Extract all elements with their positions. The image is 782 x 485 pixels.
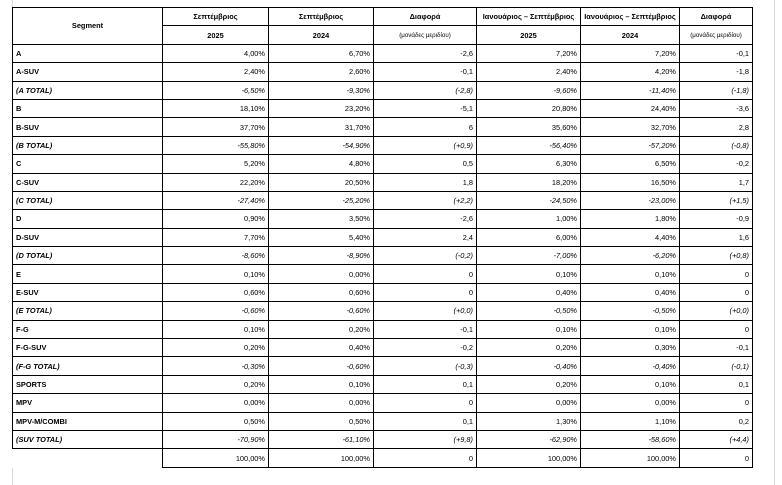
value-cell-c3[interactable]: -0,1 [374, 63, 477, 81]
value-cell-c4[interactable]: 0,40% [477, 283, 581, 301]
value-cell-c3[interactable]: 2,4 [374, 228, 477, 246]
value-cell-c5[interactable]: 0,00% [581, 394, 680, 412]
segment-cell[interactable]: SPORTS [13, 375, 163, 393]
value-cell-c2[interactable]: 3,50% [269, 210, 374, 228]
value-cell-c4[interactable]: 6,00% [477, 228, 581, 246]
value-cell-c1[interactable]: 22,20% [163, 173, 269, 191]
value-cell-c6[interactable]: -0,9 [680, 210, 753, 228]
table-row [13, 412, 753, 430]
value-cell-c6[interactable]: -0,1 [680, 44, 753, 62]
table-row [13, 339, 753, 357]
segment-cell[interactable]: F-G-SUV [13, 339, 163, 357]
value-cell-c2[interactable]: 0,10% [269, 375, 374, 393]
value-cell-c6[interactable]: (-0,1) [680, 357, 753, 375]
value-cell-c3[interactable]: 0 [374, 265, 477, 283]
value-cell-c6[interactable]: -0,2 [680, 155, 753, 173]
value-cell-c6[interactable]: 0,1 [680, 375, 753, 393]
segment-cell[interactable]: (B TOTAL) [13, 136, 163, 154]
value-cell-c3[interactable]: -2,6 [374, 210, 477, 228]
table-row [13, 210, 753, 228]
value-cell-c5[interactable]: 1,80% [581, 210, 680, 228]
value-cell-c5[interactable]: 0,10% [581, 375, 680, 393]
value-cell-c6[interactable]: -3,6 [680, 99, 753, 117]
segment-cell[interactable]: D-SUV [13, 228, 163, 246]
segment-cell[interactable]: (SUV TOTAL) [13, 430, 163, 448]
totals-c5[interactable]: 100,00% [581, 449, 680, 467]
segment-header[interactable]: Segment [13, 8, 163, 45]
value-cell-c5[interactable]: 0,40% [581, 283, 680, 301]
value-cell-c2[interactable]: 6,70% [269, 44, 374, 62]
value-cell-c1[interactable]: 37,70% [163, 118, 269, 136]
segment-cell[interactable]: MPV [13, 394, 163, 412]
value-cell-c1[interactable]: 0,00% [163, 394, 269, 412]
value-cell-c5[interactable]: -6,20% [581, 247, 680, 265]
value-cell-c4[interactable]: 0,00% [477, 394, 581, 412]
value-cell-c3[interactable]: -0,1 [374, 320, 477, 338]
value-cell-c1[interactable]: -0,60% [163, 302, 269, 320]
value-cell-c3[interactable]: (+9,8) [374, 430, 477, 448]
value-cell-c2[interactable]: 31,70% [269, 118, 374, 136]
value-cell-c2[interactable]: 0,50% [269, 412, 374, 430]
value-cell-c3[interactable]: 0,5 [374, 155, 477, 173]
subheader-year5[interactable]: 2024 [581, 26, 680, 44]
segment-cell[interactable]: D [13, 210, 163, 228]
value-cell-c1[interactable]: 0,20% [163, 375, 269, 393]
value-cell-c4[interactable]: -56,40% [477, 136, 581, 154]
table-row [13, 118, 753, 136]
subheader-year4[interactable]: 2025 [477, 26, 581, 44]
table-row [13, 302, 753, 320]
segment-cell[interactable]: E-SUV [13, 283, 163, 301]
value-cell-c1[interactable]: 0,50% [163, 412, 269, 430]
value-cell-c1[interactable]: 7,70% [163, 228, 269, 246]
totals-c6[interactable]: 0 [680, 449, 753, 467]
table-row [13, 173, 753, 191]
segment-cell[interactable]: F-G [13, 320, 163, 338]
value-cell-c5[interactable]: -0,50% [581, 302, 680, 320]
value-cell-c6[interactable]: -1,8 [680, 63, 753, 81]
value-cell-c2[interactable]: 0,40% [269, 339, 374, 357]
value-cell-c2[interactable]: 5,40% [269, 228, 374, 246]
segment-cell[interactable]: MPV-M/COMBI [13, 412, 163, 430]
value-cell-c2[interactable]: -0,60% [269, 357, 374, 375]
value-cell-c6[interactable]: 2,8 [680, 118, 753, 136]
value-cell-c2[interactable]: -8,90% [269, 247, 374, 265]
value-cell-c6[interactable]: (+0,0) [680, 302, 753, 320]
value-cell-c3[interactable]: 0 [374, 394, 477, 412]
value-cell-c2[interactable]: -9,30% [269, 81, 374, 99]
value-cell-c3[interactable]: -2,6 [374, 44, 477, 62]
header-col3[interactable]: Διαφορά [374, 8, 477, 26]
value-cell-c4[interactable]: 2,40% [477, 63, 581, 81]
table-row [13, 99, 753, 117]
segment-cell[interactable]: A-SUV [13, 63, 163, 81]
value-cell-c4[interactable]: 0,10% [477, 265, 581, 283]
table-row [13, 283, 753, 301]
value-cell-c5[interactable]: 16,50% [581, 173, 680, 191]
value-cell-c4[interactable]: 35,60% [477, 118, 581, 136]
value-cell-c2[interactable]: -25,20% [269, 191, 374, 209]
table-row [13, 247, 753, 265]
value-cell-c3[interactable]: (-0,3) [374, 357, 477, 375]
value-cell-c6[interactable]: -0,1 [680, 339, 753, 357]
value-cell-c6[interactable]: 0,2 [680, 412, 753, 430]
value-cell-c1[interactable]: 0,20% [163, 339, 269, 357]
value-cell-c3[interactable]: -0,2 [374, 339, 477, 357]
value-cell-c3[interactable]: (+0,0) [374, 302, 477, 320]
value-cell-c2[interactable]: 0,20% [269, 320, 374, 338]
value-cell-c4[interactable]: 20,80% [477, 99, 581, 117]
value-cell-c4[interactable]: 1,30% [477, 412, 581, 430]
value-cell-c6[interactable]: (+4,4) [680, 430, 753, 448]
value-cell-c1[interactable]: 4,00% [163, 44, 269, 62]
value-cell-c1[interactable]: -27,40% [163, 191, 269, 209]
gridline [774, 0, 775, 485]
value-cell-c3[interactable]: 0,1 [374, 412, 477, 430]
table-row [13, 228, 753, 246]
value-cell-c2[interactable]: 0,00% [269, 394, 374, 412]
value-cell-c2[interactable]: 23,20% [269, 99, 374, 117]
value-cell-c4[interactable]: -0,40% [477, 357, 581, 375]
totals-label-cell[interactable] [13, 449, 163, 467]
value-cell-c4[interactable]: 18,20% [477, 173, 581, 191]
segment-share-table [12, 7, 753, 468]
value-cell-c2[interactable]: 20,50% [269, 173, 374, 191]
value-cell-c5[interactable]: -57,20% [581, 136, 680, 154]
value-cell-c1[interactable]: 0,60% [163, 283, 269, 301]
value-cell-c6[interactable]: (+1,5) [680, 191, 753, 209]
segment-cell[interactable]: C [13, 155, 163, 173]
table-body [13, 44, 753, 449]
subheader-unit6[interactable]: (μονάδες μεριδίου) [680, 26, 753, 44]
value-cell-c5[interactable]: 0,10% [581, 265, 680, 283]
segment-cell[interactable]: (D TOTAL) [13, 247, 163, 265]
value-cell-c1[interactable]: 18,10% [163, 99, 269, 117]
table-row [13, 191, 753, 209]
segment-cell[interactable]: E [13, 265, 163, 283]
value-cell-c1[interactable]: -70,90% [163, 430, 269, 448]
value-cell-c3[interactable]: (-0,2) [374, 247, 477, 265]
value-cell-c6[interactable]: 0 [680, 320, 753, 338]
segment-cell[interactable]: (F-G TOTAL) [13, 357, 163, 375]
value-cell-c5[interactable]: -11,40% [581, 81, 680, 99]
value-cell-c1[interactable]: -55,80% [163, 136, 269, 154]
totals-c4[interactable]: 100,00% [477, 449, 581, 467]
value-cell-c4[interactable]: -9,60% [477, 81, 581, 99]
value-cell-c5[interactable]: 4,40% [581, 228, 680, 246]
value-cell-c4[interactable]: 1,00% [477, 210, 581, 228]
value-cell-c5[interactable]: -23,00% [581, 191, 680, 209]
value-cell-c6[interactable]: 1,7 [680, 173, 753, 191]
value-cell-c6[interactable]: 0 [680, 283, 753, 301]
table-row [13, 265, 753, 283]
totals-c3[interactable]: 0 [374, 449, 477, 467]
subheader-year2[interactable]: 2024 [269, 26, 374, 44]
value-cell-c3[interactable]: (+2,2) [374, 191, 477, 209]
segment-cell[interactable]: (A TOTAL) [13, 81, 163, 99]
value-cell-c5[interactable]: -0,40% [581, 357, 680, 375]
value-cell-c3[interactable]: 1,8 [374, 173, 477, 191]
table-row [13, 430, 753, 448]
value-cell-c6[interactable]: 1,6 [680, 228, 753, 246]
segment-cell[interactable]: B [13, 99, 163, 117]
value-cell-c5[interactable]: 0,10% [581, 320, 680, 338]
totals-c1[interactable]: 100,00% [163, 449, 269, 467]
value-cell-c4[interactable]: 7,20% [477, 44, 581, 62]
value-cell-c2[interactable]: 2,60% [269, 63, 374, 81]
value-cell-c6[interactable]: 0 [680, 394, 753, 412]
value-cell-c3[interactable]: 6 [374, 118, 477, 136]
value-cell-c2[interactable]: -0,60% [269, 302, 374, 320]
subheader-year1[interactable]: 2025 [163, 26, 269, 44]
header-col2[interactable]: Σεπτέμβριος [269, 8, 374, 26]
value-cell-c4[interactable]: -7,00% [477, 247, 581, 265]
value-cell-c1[interactable]: 5,20% [163, 155, 269, 173]
value-cell-c2[interactable]: 0,60% [269, 283, 374, 301]
value-cell-c3[interactable]: (+0,9) [374, 136, 477, 154]
value-cell-c5[interactable]: 1,10% [581, 412, 680, 430]
value-cell-c4[interactable]: 0,10% [477, 320, 581, 338]
value-cell-c1[interactable]: 0,10% [163, 320, 269, 338]
value-cell-c5[interactable]: 0,30% [581, 339, 680, 357]
value-cell-c1[interactable]: -8,60% [163, 247, 269, 265]
value-cell-c6[interactable]: 0 [680, 265, 753, 283]
segment-cell[interactable]: A [13, 44, 163, 62]
value-cell-c5[interactable]: 32,70% [581, 118, 680, 136]
totals-row [13, 449, 753, 467]
value-cell-c4[interactable]: -0,50% [477, 302, 581, 320]
value-cell-c3[interactable]: 0,1 [374, 375, 477, 393]
segment-cell[interactable]: B-SUV [13, 118, 163, 136]
table-row [13, 155, 753, 173]
value-cell-c3[interactable]: (-2,8) [374, 81, 477, 99]
value-cell-c3[interactable]: 0 [374, 283, 477, 301]
value-cell-c2[interactable]: -54,90% [269, 136, 374, 154]
header-row [13, 8, 753, 26]
header-col6[interactable]: Διαφορά [680, 8, 753, 26]
value-cell-c3[interactable]: -5,1 [374, 99, 477, 117]
header-col1[interactable]: Σεπτέμβριος [163, 8, 269, 26]
value-cell-c1[interactable]: 0,10% [163, 265, 269, 283]
value-cell-c1[interactable]: -6,50% [163, 81, 269, 99]
table-row [13, 357, 753, 375]
segment-cell[interactable]: (E TOTAL) [13, 302, 163, 320]
table-row [13, 394, 753, 412]
value-cell-c5[interactable]: -58,60% [581, 430, 680, 448]
table-row [13, 63, 753, 81]
table-row [13, 81, 753, 99]
table-row [13, 320, 753, 338]
value-cell-c5[interactable]: 6,50% [581, 155, 680, 173]
table-row [13, 136, 753, 154]
value-cell-c5[interactable]: 24,40% [581, 99, 680, 117]
table-row [13, 375, 753, 393]
value-cell-c2[interactable]: -61,10% [269, 430, 374, 448]
value-cell-c6[interactable]: (-1,8) [680, 81, 753, 99]
value-cell-c6[interactable]: (-0,8) [680, 136, 753, 154]
value-cell-c1[interactable]: -0,30% [163, 357, 269, 375]
header-col5[interactable]: Ιανουάριος – Σεπτέμβριος [581, 8, 680, 26]
segment-cell[interactable]: (C TOTAL) [13, 191, 163, 209]
value-cell-c4[interactable]: -62,90% [477, 430, 581, 448]
value-cell-c2[interactable]: 0,00% [269, 265, 374, 283]
value-cell-c5[interactable]: 4,20% [581, 63, 680, 81]
subheader-unit3[interactable]: (μονάδες μεριδίου) [374, 26, 477, 44]
header-col4[interactable]: Ιανουάριος – Σεπτέμβριος [477, 8, 581, 26]
value-cell-c4[interactable]: 6,30% [477, 155, 581, 173]
value-cell-c1[interactable]: 2,40% [163, 63, 269, 81]
value-cell-c4[interactable]: 0,20% [477, 339, 581, 357]
segment-cell[interactable]: C-SUV [13, 173, 163, 191]
totals-c2[interactable]: 100,00% [269, 449, 374, 467]
value-cell-c2[interactable]: 4,80% [269, 155, 374, 173]
value-cell-c4[interactable]: 0,20% [477, 375, 581, 393]
value-cell-c5[interactable]: 7,20% [581, 44, 680, 62]
table-row [13, 44, 753, 62]
value-cell-c6[interactable]: (+0,8) [680, 247, 753, 265]
value-cell-c4[interactable]: -24,50% [477, 191, 581, 209]
value-cell-c1[interactable]: 0,90% [163, 210, 269, 228]
